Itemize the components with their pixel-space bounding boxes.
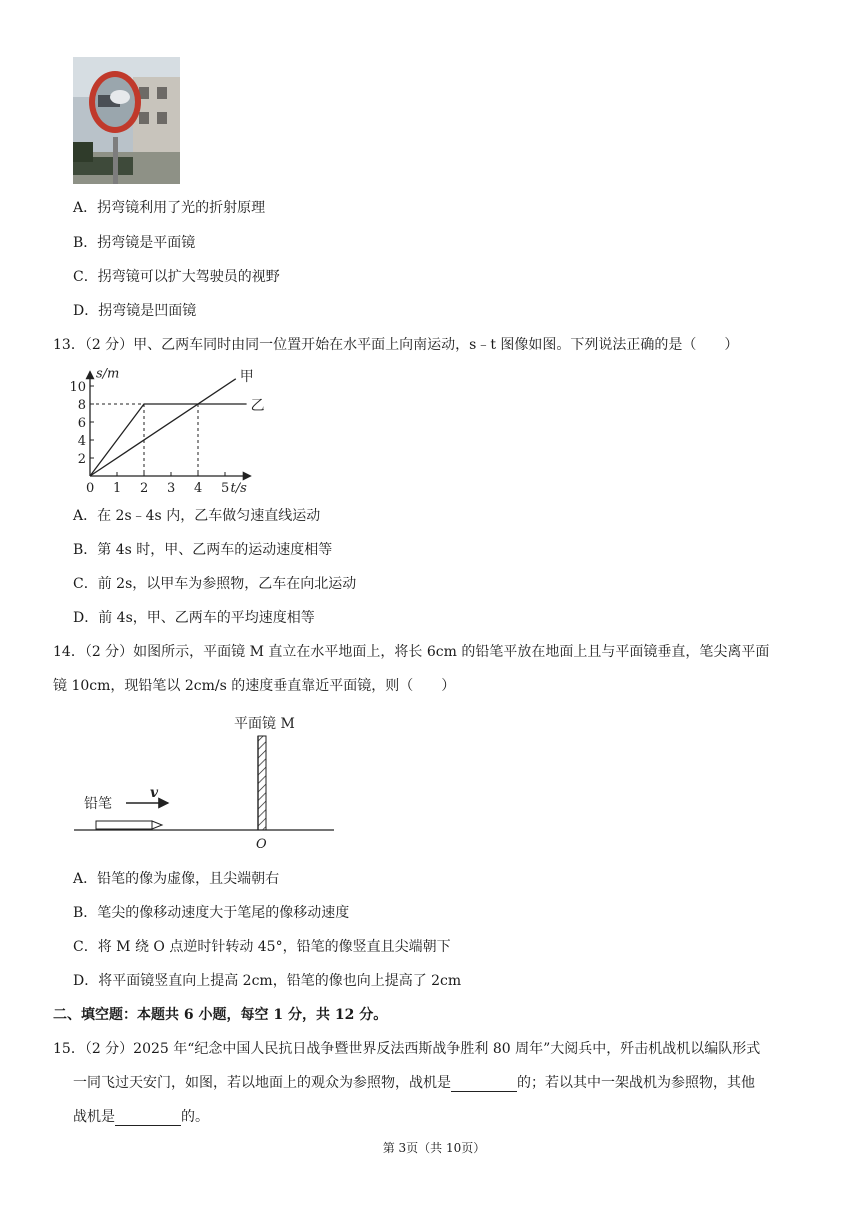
q15-line2: [73, 1072, 755, 1092]
x-tick-label: 5: [221, 481, 230, 496]
q15-line2-end: 的；若以其中一架战机为参照物，其他: [517, 1075, 755, 1091]
series-label: 乙: [250, 398, 265, 414]
s-t-chart: [66, 358, 276, 498]
q12-option-b: B．拐弯镜是平面镜: [73, 235, 196, 251]
origin-label: O: [256, 837, 267, 852]
q13-option-a: A．在 2s﹣4s 内，乙车做匀速直线运动: [73, 508, 321, 524]
x-axis-label: t/s: [230, 481, 247, 496]
answer-blank-1[interactable]: [451, 1077, 517, 1092]
x-tick-label: 4: [194, 481, 203, 496]
x-tick-label: 0: [86, 481, 95, 496]
q14-option-c: C．将 M 绕 O 点逆时针转动 45°，铅笔的像竖直且尖端朝下: [73, 939, 451, 955]
pencil-label: 铅笔: [84, 796, 112, 812]
series-line-1: [90, 404, 247, 476]
mirror-label: 平面镜 M: [234, 716, 295, 732]
y-tick-label: 2: [77, 452, 86, 467]
q13-option-b: B．第 4s 时，甲、乙两车的运动速度相等: [73, 542, 333, 558]
q14-stem-line1: 14．（2 分）如图所示，平面镜 M 直立在水平地面上，将长 6cm 的铅笔平放在地面上且与平面镜垂直，笔尖离平面: [53, 644, 770, 660]
y-tick-label: 8: [77, 398, 86, 413]
q13-option-d: D．前 4s，甲、乙两车的平均速度相等: [73, 610, 315, 626]
page-footer: 第 3页（共 10页）: [382, 1141, 486, 1155]
q15-line3-end: 的。: [181, 1109, 209, 1125]
q14-stem-line2: 镜 10cm，现铅笔以 2cm/s 的速度垂直靠近平面镜，则（ ）: [53, 678, 456, 694]
q12-option-c: C．拐弯镜可以扩大驾驶员的视野: [73, 269, 280, 285]
q12-option-d: D．拐弯镜是凹面镜: [73, 303, 197, 319]
x-tick-label: 3: [167, 481, 176, 496]
convex-mirror-photo: [73, 57, 180, 184]
pencil-icon: [96, 821, 162, 829]
x-tick-label: 2: [140, 481, 149, 496]
q14-option-d: D．将平面镜竖直向上提高 2cm，铅笔的像也向上提高了 2cm: [73, 973, 462, 989]
q15-line3-start: 战机是: [73, 1109, 115, 1125]
q15-line1: 15．（2 分）2025 年“纪念中国人民抗日战争暨世界反法西斯战争胜利 80 周年”大阅兵中，歼击机战机以编队形式: [53, 1041, 761, 1057]
series-label: 甲: [239, 368, 254, 385]
q15-line3: [73, 1106, 209, 1126]
mirror-pencil-figure: [70, 708, 340, 853]
q13-option-c: C．前 2s，以甲车为参照物，乙车在向北运动: [73, 576, 357, 592]
q12-option-a: A．拐弯镜利用了光的折射原理: [73, 200, 266, 216]
y-tick-label: 10: [69, 380, 86, 395]
y-tick-label: 6: [77, 416, 86, 431]
x-tick-label: 1: [113, 481, 122, 496]
q13-stem: 13．（2 分）甲、乙两车同时由同一位置开始在水平面上向南运动，s﹣t 图像如图。下列说法正确的是（ ）: [53, 337, 739, 353]
plane-mirror: [258, 736, 266, 830]
q15-line2-start: 一同飞过天安门，如图，若以地面上的观众为参照物，战机是: [73, 1075, 451, 1091]
q14-option-a: A．铅笔的像为虚像，且尖端朝右: [73, 871, 280, 887]
section-2-heading: 二、填空题：本题共 6 小题，每空 1 分，共 12 分。: [53, 1007, 388, 1023]
answer-blank-2[interactable]: [115, 1111, 181, 1126]
velocity-label: v: [150, 785, 159, 801]
series-line-0: [90, 379, 236, 476]
y-axis-label: s/m: [96, 366, 120, 382]
q14-option-b: B．笔尖的像移动速度大于笔尾的像移动速度: [73, 905, 350, 921]
y-tick-label: 4: [77, 434, 86, 449]
